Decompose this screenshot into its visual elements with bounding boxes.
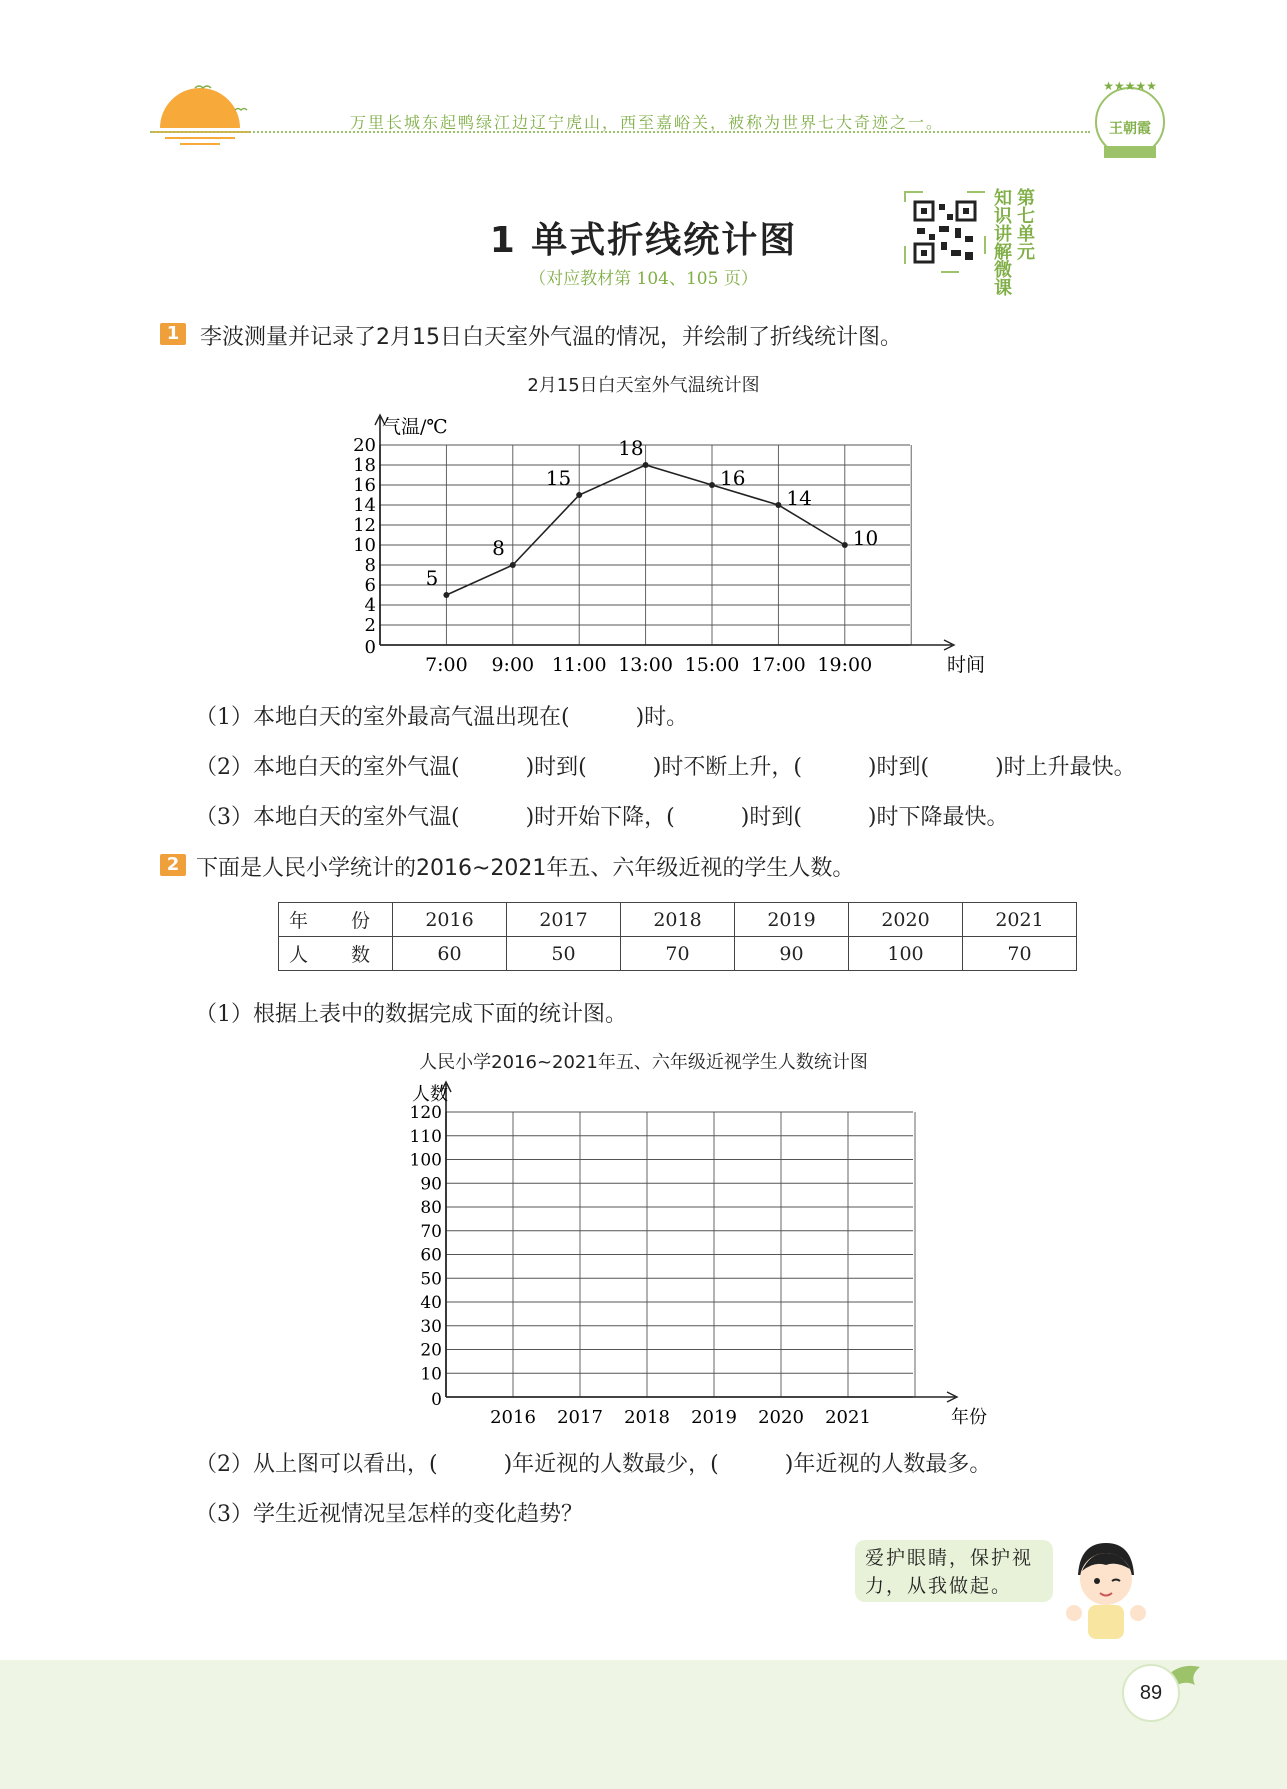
table-cell: 2021 <box>963 903 1077 937</box>
y-tick-label: 14 <box>353 495 376 516</box>
qr-code-icon[interactable] <box>905 192 985 272</box>
table-cell: 60 <box>393 937 507 971</box>
question-1-sub-3: （3）本地白天的室外气温( )时开始下降，( )时到( )时下降最快。 <box>195 805 1009 830</box>
y-tick-label: 90 <box>420 1174 442 1195</box>
table-cell: 50 <box>507 937 621 971</box>
y-tick-label: 10 <box>420 1364 442 1385</box>
y-tick-label: 50 <box>420 1269 442 1290</box>
question-2-sub-2: （2）从上图可以看出，( )年近视的人数最少，( )年近视的人数最多。 <box>195 1452 992 1477</box>
x-tick-label: 2016 <box>490 1407 536 1428</box>
data-label: 8 <box>492 536 505 560</box>
question-1-sub-1: （1）本地白天的室外最高气温出现在( )时。 <box>195 705 689 730</box>
page-subtitle: （对应教材第 104、105 页） <box>529 269 758 289</box>
y-tick-label: 0 <box>364 637 376 658</box>
boy-character-icon <box>1060 1535 1150 1645</box>
data-label: 18 <box>618 436 644 460</box>
chart-2-title: 人民小学2016~2021年五、六年级近视学生人数统计图 <box>419 1052 868 1073</box>
data-point <box>643 462 649 468</box>
table-header-count: 人 数 <box>279 937 393 971</box>
y-tick-label: 20 <box>420 1340 442 1361</box>
x-tick-label: 2021 <box>825 1407 871 1428</box>
table-cell: 70 <box>963 937 1077 971</box>
y-tick-label: 100 <box>409 1150 442 1171</box>
y-tick-label: 2 <box>364 615 376 636</box>
y-axis-label: 人数 <box>412 1084 448 1105</box>
y-tick-label: 0 <box>431 1390 442 1410</box>
x-tick-label: 9:00 <box>491 654 535 676</box>
y-tick-label: 8 <box>364 555 376 576</box>
table-cell: 2020 <box>849 903 963 937</box>
y-tick-label: 4 <box>364 595 376 616</box>
y-tick-label: 60 <box>420 1245 442 1266</box>
myopia-blank-chart[interactable] <box>380 1075 987 1430</box>
x-axis-label: 年份 <box>951 1407 987 1428</box>
qr-label-col1: 知识讲解微课 <box>994 188 1012 299</box>
data-label: 15 <box>545 466 572 490</box>
speech-bubble <box>855 1540 1053 1602</box>
sunset-logo-icon <box>150 80 260 150</box>
x-tick-label: 2017 <box>557 1407 603 1428</box>
table-cell: 2016 <box>393 903 507 937</box>
y-tick-label: 80 <box>420 1198 442 1218</box>
x-tick-label: 2020 <box>758 1407 804 1428</box>
data-point <box>443 592 449 598</box>
data-label: 14 <box>786 486 812 510</box>
page-number: 89 <box>1122 1664 1180 1722</box>
data-point <box>842 542 848 548</box>
footer-band <box>0 1660 1287 1789</box>
chart-1-title: 2月15日白天室外气温统计图 <box>527 375 760 396</box>
table-row-counts <box>279 937 1077 971</box>
bubble-line-2: 力，从我做起。 <box>865 1575 1013 1597</box>
y-tick-label: 30 <box>420 1316 442 1337</box>
x-tick-label: 11:00 <box>551 654 607 676</box>
table-cell: 2019 <box>735 903 849 937</box>
data-point <box>709 482 715 488</box>
table-cell: 100 <box>849 937 963 971</box>
temperature-line-chart <box>340 395 986 685</box>
y-axis-label: 气温/℃ <box>382 416 448 438</box>
qr-label-col2: 第七单元 <box>1017 188 1035 263</box>
bubble-line-1: 爱护眼睛，保护视 <box>865 1547 1034 1569</box>
x-tick-label: 17:00 <box>751 654 806 676</box>
data-point <box>576 492 582 498</box>
table-cell: 70 <box>621 937 735 971</box>
y-tick-label: 70 <box>420 1221 442 1242</box>
header-motto: 万里长城东起鸭绿江边辽宁虎山，西至嘉峪关，被称为世界七大奇迹之一。 <box>350 113 945 132</box>
x-tick-label: 2018 <box>624 1407 670 1428</box>
x-axis-label: 时间 <box>946 654 986 676</box>
table-cell: 2018 <box>621 903 735 937</box>
data-label: 10 <box>852 526 879 550</box>
question-1-number: 1 <box>160 323 186 345</box>
y-tick-label: 18 <box>353 455 376 476</box>
question-2-text: 下面是人民小学统计的2016~2021年五、六年级近视的学生人数。 <box>196 856 855 881</box>
question-2-sub-3: （3）学生近视情况呈怎样的变化趋势？ <box>195 1502 583 1527</box>
x-tick-label: 19:00 <box>817 654 873 676</box>
table-header-year: 年 份 <box>279 903 393 937</box>
page-title: 1 单式折线统计图 <box>489 220 798 261</box>
y-tick-label: 20 <box>353 435 376 456</box>
table-cell: 2017 <box>507 903 621 937</box>
y-tick-label: 40 <box>420 1293 442 1313</box>
table-cell: 90 <box>735 937 849 971</box>
y-tick-label: 12 <box>353 515 376 536</box>
y-tick-label: 16 <box>353 475 376 496</box>
question-1-sub-2: （2）本地白天的室外气温( )时到( )时不断上升，( )时到( )时上升最快。 <box>195 755 1136 780</box>
x-tick-label: 7:00 <box>425 654 468 676</box>
data-point <box>775 502 781 508</box>
y-tick-label: 10 <box>353 535 376 556</box>
y-tick-label: 6 <box>364 575 376 596</box>
y-tick-label: 120 <box>409 1103 442 1123</box>
svg-text:★★★★★: ★★★★★ <box>1103 79 1157 93</box>
data-point <box>510 562 516 568</box>
brand-badge-text: 王朝霞 <box>1109 121 1151 137</box>
question-2-sub-1: （1）根据上表中的数据完成下面的统计图。 <box>195 1002 627 1027</box>
y-tick-label: 110 <box>409 1126 442 1147</box>
data-label: 5 <box>425 566 439 590</box>
x-tick-label: 13:00 <box>618 654 673 676</box>
question-2-number: 2 <box>160 854 186 876</box>
x-tick-label: 15:00 <box>684 654 740 676</box>
x-tick-label: 2019 <box>691 1407 737 1428</box>
table-row-years <box>279 903 1077 937</box>
question-1-text: 李波测量并记录了2月15日白天室外气温的情况，并绘制了折线统计图。 <box>200 325 902 350</box>
data-label: 16 <box>720 466 746 490</box>
myopia-data-table <box>278 902 1077 971</box>
